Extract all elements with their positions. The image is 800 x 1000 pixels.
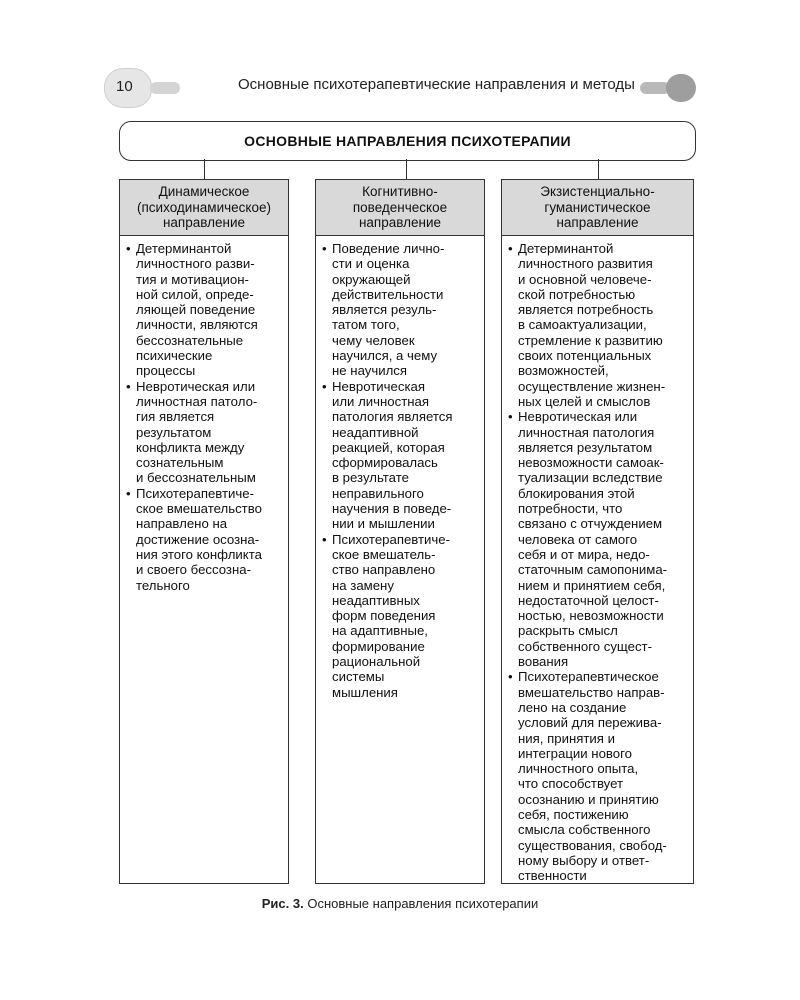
- column-heading-dynamic: Динамическое (психодинамическое) направление: [119, 179, 289, 235]
- decorative-ornament-right-end: [666, 74, 696, 102]
- connector-line-2: [406, 159, 407, 180]
- column-body-cognitive: [315, 235, 485, 884]
- list-item: • Детерминантой личностного разви- тия и мотивацион- ной силой, опреде- ляющей поведение личности, являются бессознательные психические процессы: [126, 241, 284, 379]
- diagram-title: ОСНОВНЫЕ НАПРАВЛЕНИЯ ПСИХОТЕРАПИИ: [244, 133, 571, 149]
- column-body-dynamic: [119, 235, 289, 884]
- list-item: • Психотерапевтиче- ское вмешательство направлено на достижение осозна- ния этого конфликта и своего бессозна- тельного: [126, 486, 284, 593]
- list-item: • Психотерапевтическое вмешательство направ- лено на создание условий для пережива- ния, принятия и интеграции нового личностного опыта, что способствует осознанию и принятию себя, постижению смысла собственного существования, свобод- ному выбору и ответ- ственности: [508, 669, 689, 883]
- figure-caption: [0, 896, 800, 911]
- figure-caption-text: Основные направления психотерапии: [303, 896, 539, 911]
- figure-caption-label: Рис. 3.: [261, 896, 304, 911]
- column-heading-existential: Экзистенциально- гуманистическое направление: [501, 179, 694, 235]
- list-item: • Психотерапевтиче- ское вмешатель- ство направлено на замену неадаптивных форм поведения на адаптивные, формирование рациональной системы мышления: [322, 532, 480, 700]
- list-item: • Невротическая или личностная патология является результатом невозможности самоак- туализации вследствие блокирования этой потребности, что связано с отчуждением человека от самого себя и от мира, недо- статочным самопонима- нием и принятием себя, недостаточной целост- ностью, невозможности раскрыть смысл собственного сущест- вования: [508, 409, 689, 669]
- running-title: Основные психотерапевтические направления и методы: [238, 76, 635, 93]
- column-body-existential: [501, 235, 694, 884]
- connector-line-1: [204, 159, 205, 180]
- list-item: • Поведение лично- сти и оценка окружающей действительности является резуль- татом того, чему человек научился, а чему не научился: [322, 241, 480, 379]
- page-number: 10: [116, 78, 133, 95]
- list-item: • Невротическая или личностная патология является неадаптивной реакцией, которая сформировалась в результате неправильного научения в поведе- нии и мышлении: [322, 379, 480, 532]
- diagram-title-box: [119, 121, 696, 161]
- column-heading-cognitive: Когнитивно- поведенческое направление: [315, 179, 485, 235]
- decorative-ornament-left: [150, 82, 180, 94]
- list-item: • Невротическая или личностная патоло- гия является результатом конфликта между сознательным и бессознательным: [126, 379, 284, 486]
- list-item: • Детерминантой личностного развития и основной человече- ской потребностью является потребность в самоактуализации, стремление к развитию своих потенциальных возможностей, осуществление жизнен- ных целей и смыслов: [508, 241, 689, 409]
- connector-line-3: [598, 159, 599, 180]
